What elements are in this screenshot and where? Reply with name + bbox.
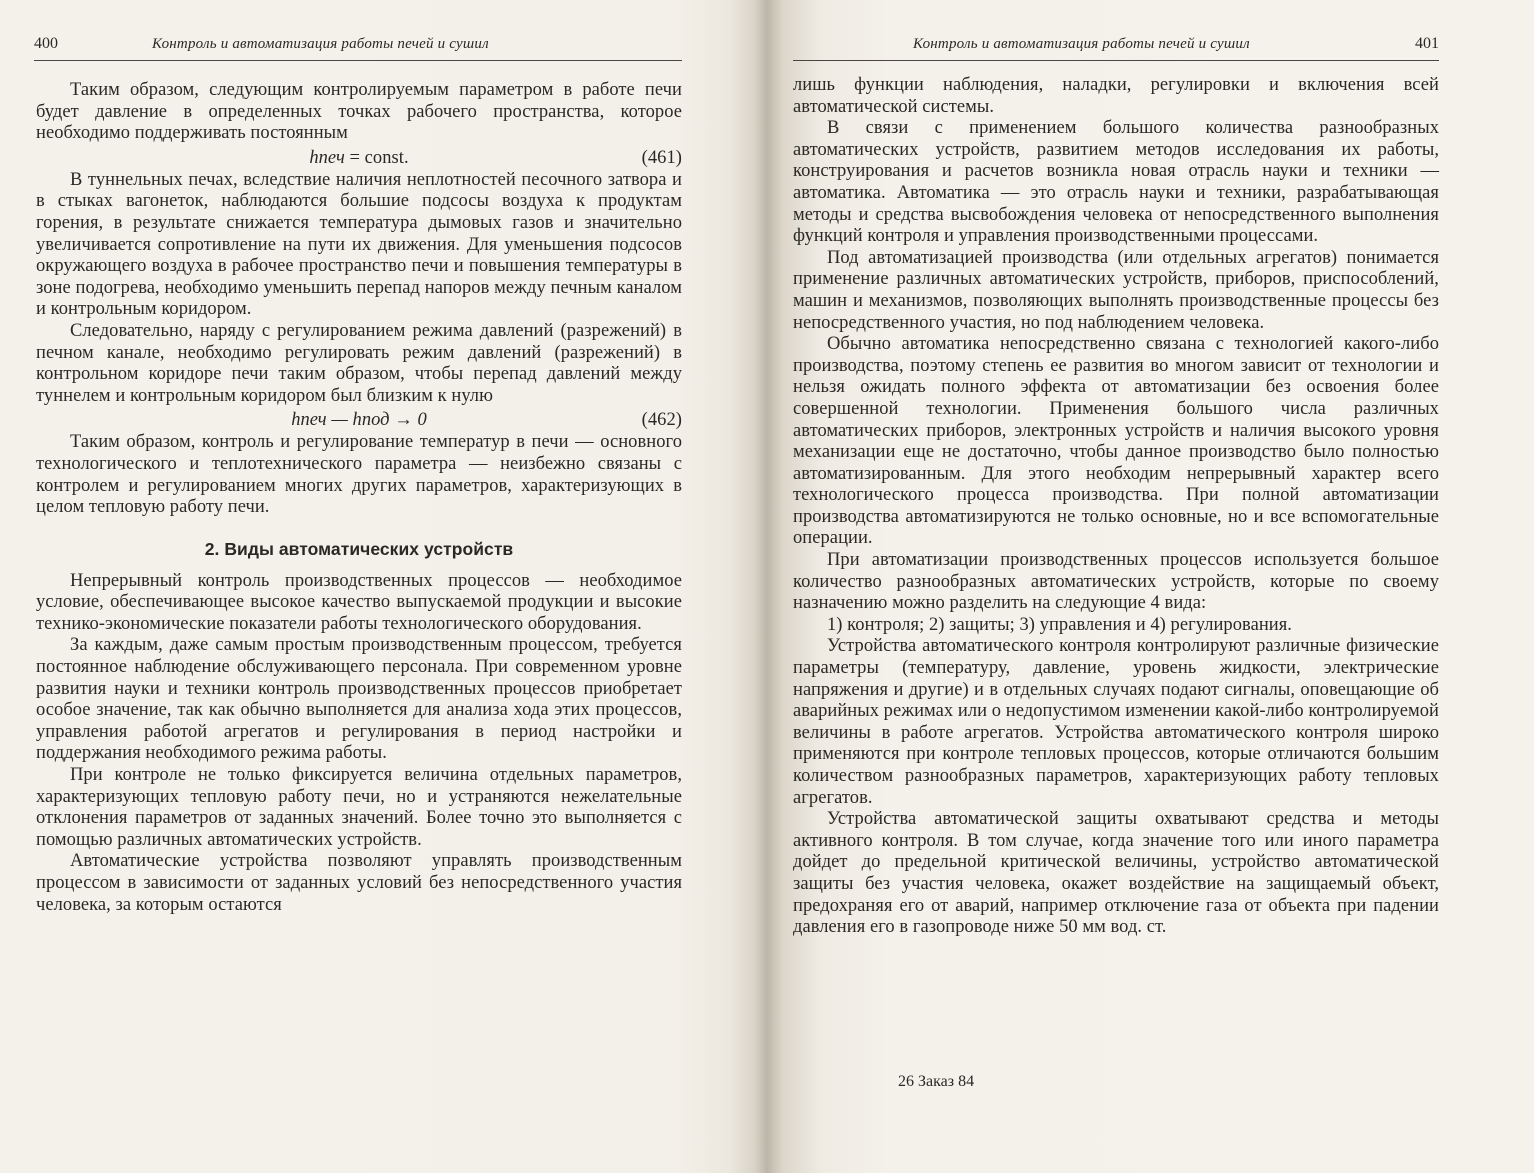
right-page-header	[793, 30, 1439, 61]
paragraph: Обычно автоматика непосредственно связана с технологией какого-либо производства, поэтому степень ее развития во многом зависит от технологии и нельзя ожидать полного эффекта от автоматизации без освоения более совершенной технологии. Применения большого числа различных автоматических приборов, электронных устройств и наличия высокого уровня механизации еще не достаточно, чтобы данное производство было полностью автоматизированным. Для этого необходим непрерывный характер всего технологического процесса производства. При полной автоматизации производства автоматизируются не только основные, но и все вспомогательные операции.	[793, 334, 1439, 549]
paragraph: В связи с применением большого количества разнообразных автоматических устройств, развитием методов исследования их работы, конструирования и расчетов возникла новая отрасль науки и техники — автоматика. Автоматика — это отрасль науки и техники, разрабатывающая методы и средства высвобождения человека от непосредственного выполнения функций контроля и управления производственными процессами.	[793, 118, 1439, 247]
paragraph: При контроле не только фиксируется величина отдельных параметров, характеризующих тепловую работу печи, но и устраняются нежелательные отклонения параметров от заданных значений. Более точно это выполняется с помощью различных автоматических устройств.	[36, 765, 682, 850]
paragraph: Под автоматизацией производства (или отдельных агрегатов) понимается применение различных автоматических устройств, приборов, приспособлений, машин и механизмов, позволяющих выполнять производственные процессы без непосредственного участия, но под наблюдением человека.	[793, 247, 1439, 333]
formula-rhs: = const.	[349, 147, 409, 168]
formula-lhs: hпеч	[309, 147, 345, 168]
paragraph: Автоматические устройства позволяют управлять производственным процессом в зависимости от заданных условий без непосредственного участия человека, за которым остаются	[36, 851, 682, 915]
left-running-head: Контроль и автоматизация работы печей и сушил	[152, 36, 489, 52]
paragraph: Следовательно, наряду с регулированием режима давлений (разрежений) в печном канале, необходимо регулировать режим давлений (разрежений) в контрольном коридоре печи таким образом, чтобы перепад давлений между туннелем и контрольным коридором был близким к нулю	[36, 320, 682, 406]
paragraph: При автоматизации производственных процессов используется большое количество разнообразных автоматических устройств, которые по своему назначению можно разделить на следующие 4 вида:	[793, 550, 1439, 614]
paragraph: Таким образом, следующим контролируемым параметром в работе печи будет давление в определенных точках рабочего пространства, которое необходимо поддерживать постоянным	[36, 80, 682, 144]
formula-462	[36, 408, 682, 432]
list-line: 1) контроля; 2) защиты; 3) управления и 4) регулирования.	[827, 614, 1292, 635]
paragraph: Таким образом, контроль и регулирование температур в печи — основного технологического и теплотехнического параметра — неизбежно связаны с контролем и регулированием многих других параметров, характеризующих в целом тепловую работу печи.	[36, 432, 682, 518]
section-title: 2. Виды автоматических устройств	[204, 538, 514, 559]
equation-number: (462)	[641, 410, 682, 431]
formula-expression: hпеч — hпод → 0	[291, 410, 427, 431]
paragraph: Устройства автоматического контроля контролируют различные физические параметры (температуру, давление, уровень жидкости, электрические напряжения и другие) и в отдельных случаях подают сигналы, оповещающие об аварийных режимах или о недопустимом изменении какой-либо контролируемой величины в работе агрегатов. Устройства автоматического контроля широко применяются при контроле тепловых процессов, которые отличаются большим количеством разнообразных параметров, характеризующих работу тепловых агрегатов.	[793, 636, 1439, 808]
printer-signature: 26 Заказ 84	[898, 1073, 975, 1090]
left-page-header	[34, 30, 682, 61]
right-running-head: Контроль и автоматизация работы печей и сушил	[913, 36, 1250, 52]
right-page	[767, 0, 1534, 1173]
paragraph: Устройства автоматической защиты охватывают средства и методы активного контроля. В том случае, когда значение того или иного параметра дойдет до предельной критической величины, устройство автоматической защиты без участия человека, окажет воздействие на защищаемый объект, предохраняя его от аварий, например отключение газа от объекта при падении давления его в газопроводе ниже 50 мм вод. ст.	[793, 809, 1439, 938]
paragraph: Непрерывный контроль производственных процессов — необходимое условие, обеспечивающее высокое качество выпускаемой продукции и высокие технико-экономические показатели работы технологического оборудования.	[36, 570, 682, 634]
equation-number: (461)	[641, 147, 682, 168]
right-page-number: 401	[1415, 35, 1439, 52]
formula-461	[36, 146, 682, 170]
paragraph: В туннельных печах, вследствие наличия неплотностей песочного затвора и в стыках вагонеток, наблюдаются большие подсосы воздуха к продуктам горения, в результате снижается температура дымовых газов и значительно увеличивается сопротивление на пути их движения. Для уменьшения подсосов окружающего воздуха в рабочее пространство печи и повышения температуры в зоне подогрева, необходимо уменьшить перепад напоров между печным каналом и контрольным коридором.	[36, 169, 682, 320]
formula-expression	[309, 146, 408, 170]
right-text-block	[793, 75, 1439, 939]
paragraph: лишь функции наблюдения, наладки, регулировки и включения всей автоматической системы.	[793, 75, 1439, 117]
left-text-block	[36, 80, 682, 916]
left-page-number: 400	[34, 35, 58, 52]
paragraph: За каждым, даже самым простым производственным процессом, требуется постоянное наблюдение обслуживающего персонала. При современном уровне развития науки и техники контроль производственных процессов приобретает особое значение, так как обычно выполняется для анализа хода этих процессов, управления работой агрегатов и регулирования в период настройки и поддержания необходимого режима работы.	[36, 635, 682, 764]
